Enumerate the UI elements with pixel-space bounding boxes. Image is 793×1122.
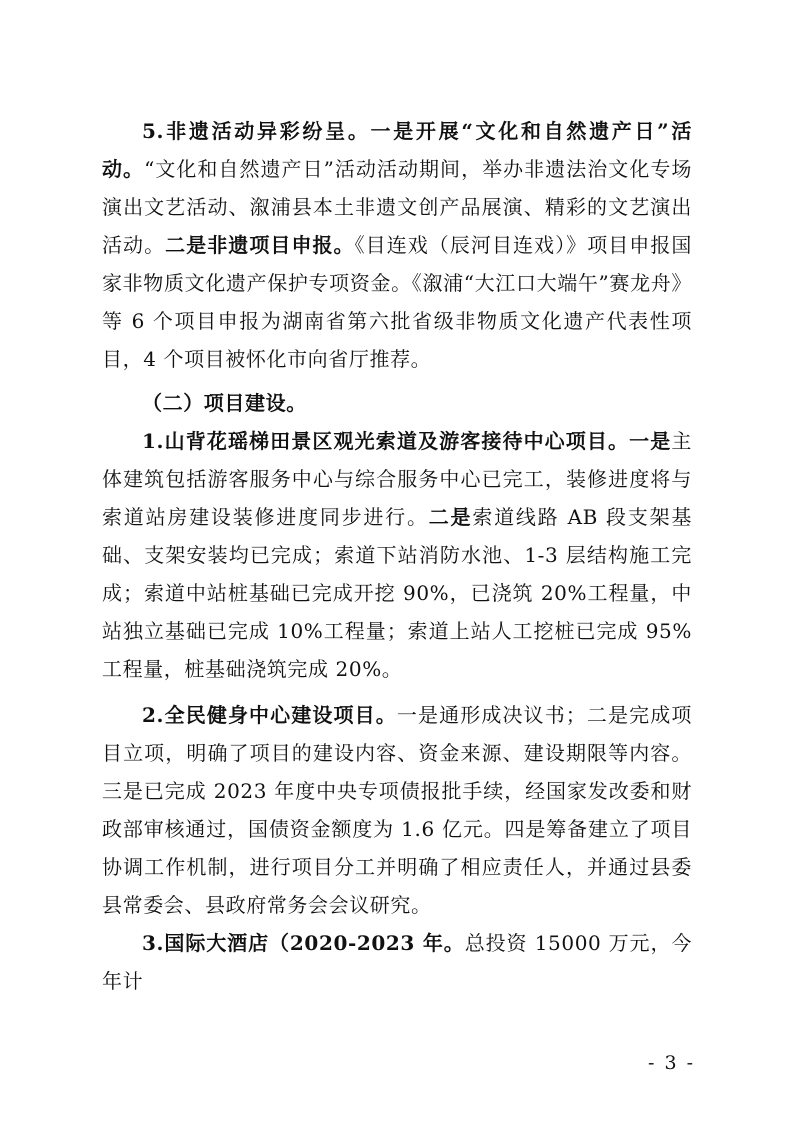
page-number: - 3 - [647, 1052, 695, 1074]
paragraph-international-hotel [102, 924, 692, 1000]
paragraph-text: 总投资 15000 万元，今年计 [102, 931, 692, 993]
paragraph-heading: 5.非遗活动异彩纷呈。一是开展“文化和自然遗产日”活动。 [102, 119, 692, 181]
paragraph-text: 索道线路 AB 段支架基础、支架安装均已完成；索道下站消防水池、1-3 层结构施工完成；索道中站桩基础已完成开挖 90%，已浇筑 20%工程量，中站独立基础已完成 10%工程量；索道上站人工挖桩已完成 95%工程量，桩基础浇筑完成 20%。 [102, 505, 693, 681]
paragraph-text: 《目连戏（辰河目连戏）》项目申报国家非物质文化遗产保护专项资金。《溆浦“大江口大端午”赛龙舟》等 6 个项目申报为湖南省第六批省级非物质文化遗产代表性项目，4 个项目被怀化市向省厅推荐。 [102, 233, 692, 371]
paragraph-text: 主体建筑包括游客服务中心与综合服务中心已完工，装修进度将与索道站房建设装修进度同步进行。 [102, 429, 692, 529]
paragraph-heading: 1.山背花瑶梯田景区观光索道及游客接待中心项目。一是 [142, 429, 672, 453]
paragraph-fitness-center [102, 696, 692, 924]
paragraph-intangible-heritage [102, 112, 692, 378]
paragraph-text: “文化和自然遗产日”活动活动期间，举办非遗法治文化专场演出文艺活动、溆浦县本土非遗文创产品展演、精彩的文艺演出活动。 [102, 157, 693, 257]
section-heading-project-construction: （二）项目建设。 [142, 391, 307, 415]
paragraph-subheading: 二是非遗项目申报。 [165, 233, 355, 257]
document-body [102, 112, 692, 1000]
paragraph-subheading: 二是 [428, 505, 473, 529]
paragraph-heading: 2.全民健身中心建设项目。 [142, 703, 397, 727]
paragraph-ropeway-project [102, 422, 692, 688]
paragraph-heading: 3.国际大酒店（2020-2023 年。 [142, 931, 465, 955]
paragraph-text: 一是通形成决议书；二是完成项目立项，明确了项目的建设内容、资金来源、建设期限等内容。三是已完成 2023 年度中央专项债报批手续，经国家发改委和财政部审核通过，国债资金额度为 1.6 亿元。四是筹备建立了项目协调工作机制，进行项目分工并明确了相应责任人，并通过县委县常委会、县政府常务会会议研究。 [102, 703, 692, 917]
